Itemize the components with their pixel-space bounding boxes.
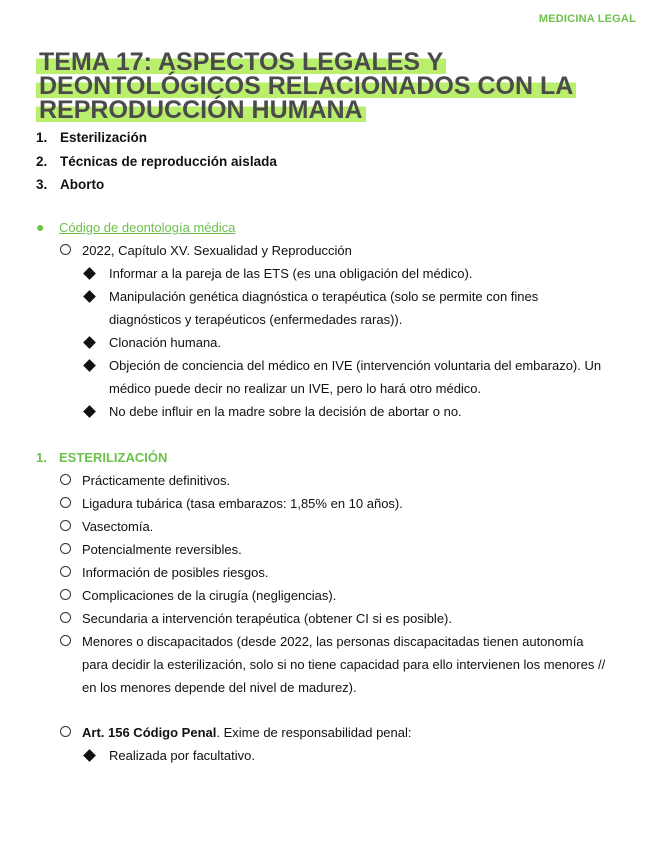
list-item-text: Secundaria a intervención terapéutica (obtener CI si es posible). <box>82 611 452 626</box>
list-item-text: Complicaciones de la cirugía (negligencias). <box>82 588 337 603</box>
list-item-text: Realizada por facultativo. <box>109 748 255 763</box>
toc-number: 3. <box>36 177 48 193</box>
diamond-bullet-icon <box>83 336 96 349</box>
list-item <box>36 607 626 630</box>
diamond-bullet-icon <box>83 359 96 372</box>
list-item <box>36 538 626 561</box>
list-item-text: Manipulación genética diagnóstica o terapéutica (solo se permite con fines diagnósticos y terapéuticos (enfermedades raras)). <box>109 289 539 327</box>
circle-bullet-icon <box>60 612 71 623</box>
list-item <box>36 561 626 584</box>
page-title-text: TEMA 17: ASPECTOS LEGALES Y DEONTOLÓGICOS RELACIONADOS CON LA REPRODUCCIÓN HUMANA <box>36 48 576 124</box>
penal-code-description: . Exime de responsabilidad penal: <box>216 725 412 740</box>
list-item <box>36 400 626 423</box>
list-item <box>36 239 626 262</box>
circle-bullet-icon <box>60 520 71 531</box>
toc-label: Técnicas de reproducción aislada <box>60 153 277 169</box>
list-item <box>36 744 626 767</box>
list-item <box>36 354 626 400</box>
list-item-text: Menores o discapacitados (desde 2022, las personas discapacitadas tienen autonomía para decidir la esterilización, solo si no tiene capacidad para ello intervienen los menores // en los menores depende del nivel de madurez). <box>82 634 606 695</box>
list-item <box>36 469 626 492</box>
circle-bullet-icon <box>60 497 71 508</box>
circle-bullet-icon <box>60 726 71 737</box>
diamond-bullet-icon <box>83 290 96 303</box>
deontology-section <box>36 216 626 423</box>
list-item <box>36 584 626 607</box>
list-item-text: No debe influir en la madre sobre la decisión de abortar o no. <box>109 404 462 419</box>
penal-code-article: Art. 156 Código Penal <box>82 725 217 740</box>
circle-bullet-icon <box>60 474 71 485</box>
list-item-text: Objeción de conciencia del médico en IVE (intervención voluntaria del embarazo). Un médico puede decir no realizar un IVE, pero lo hará otro médico. <box>109 358 602 396</box>
list-item-text: Ligadura tubárica (tasa embarazos: 1,85% en 10 años). <box>82 496 403 511</box>
toc-label: Esterilización <box>60 130 148 146</box>
diamond-bullet-icon <box>83 405 96 418</box>
list-item-text: Información de posibles riesgos. <box>82 565 269 580</box>
list-item <box>36 492 626 515</box>
circle-bullet-icon <box>60 566 71 577</box>
sterilization-section <box>36 446 626 767</box>
table-of-contents <box>36 126 277 197</box>
toc-item <box>36 150 277 174</box>
list-item-text: Potencialmente reversibles. <box>82 542 242 557</box>
list-item-text: Clonación humana. <box>109 335 222 350</box>
circle-bullet-icon <box>60 589 71 600</box>
green-bullet-icon: ● <box>36 219 45 235</box>
deontology-heading-row <box>36 216 626 239</box>
diamond-bullet-icon <box>83 267 96 280</box>
toc-label: Aborto <box>60 177 105 193</box>
diamond-bullet-icon <box>83 749 96 762</box>
toc-item <box>36 173 277 197</box>
list-item <box>36 285 626 331</box>
list-item <box>36 630 626 699</box>
list-item-text <box>82 721 626 744</box>
list-item-text: Prácticamente definitivos. <box>82 473 231 488</box>
list-item <box>36 262 626 285</box>
list-item-text: Vasectomía. <box>82 519 154 534</box>
section-heading: ESTERILIZACIÓN <box>59 450 168 465</box>
list-item-text: 2022, Capítulo XV. Sexualidad y Reproducción <box>82 243 352 258</box>
deontology-heading-link[interactable]: Código de deontología médica <box>59 220 236 235</box>
list-item <box>36 721 626 744</box>
list-item <box>36 331 626 354</box>
list-item-text: Informar a la pareja de las ETS (es una obligación del médico). <box>109 266 473 281</box>
circle-bullet-icon <box>60 543 71 554</box>
toc-item <box>36 126 277 150</box>
circle-bullet-icon <box>60 635 71 646</box>
sterilization-heading-row <box>36 446 626 469</box>
page-title <box>36 50 626 122</box>
toc-number: 2. <box>36 153 48 169</box>
toc-number: 1. <box>36 130 48 146</box>
circle-bullet-icon <box>60 244 71 255</box>
list-item <box>36 515 626 538</box>
section-number: 1. <box>36 450 47 465</box>
header-subject-label: MEDICINA LEGAL <box>538 13 636 25</box>
